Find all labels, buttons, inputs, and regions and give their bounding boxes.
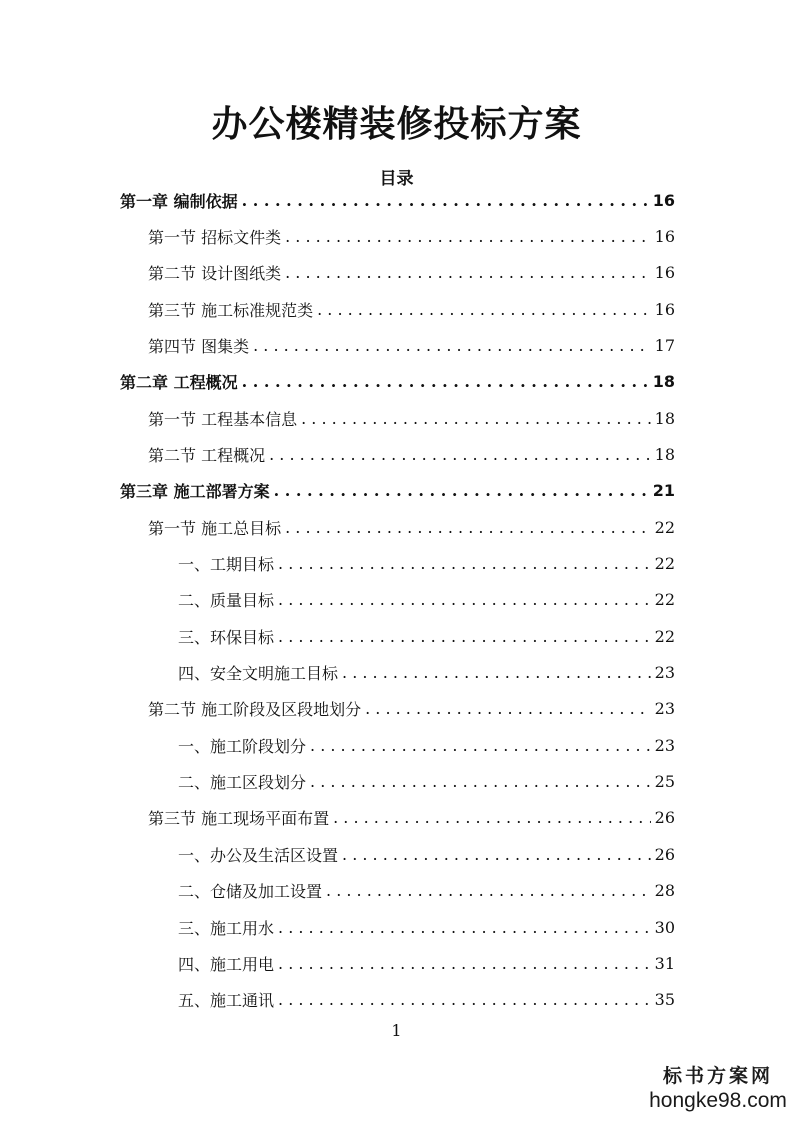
- watermark-url-text: hongke98.com: [649, 1089, 787, 1112]
- toc-entry-label: 第四节 图集类: [148, 336, 250, 356]
- toc-dot-leader: [310, 772, 651, 791]
- toc-entry[interactable]: [178, 909, 675, 945]
- toc-dot-leader: [365, 699, 651, 718]
- toc-entry[interactable]: [148, 436, 675, 472]
- watermark-chinese-text: 标书方案网: [662, 1065, 773, 1087]
- toc-entry-label: 五、施工通讯: [178, 991, 275, 1011]
- toc-entry-page: 28: [654, 881, 675, 901]
- toc-entry[interactable]: [120, 473, 675, 509]
- toc-entry-page: 18: [654, 408, 675, 428]
- toc-entry-label: 第三章 施工部署方案: [120, 482, 270, 502]
- watermark-logo: [648, 1065, 788, 1113]
- toc-dot-leader: [278, 954, 651, 973]
- toc-entry-page: 18: [652, 372, 675, 392]
- toc-entry[interactable]: [178, 836, 675, 872]
- toc-entry-label: 一、办公及生活区设置: [178, 845, 339, 865]
- toc-entry-page: 23: [654, 663, 675, 683]
- toc-entry-label: 三、环保目标: [178, 627, 275, 647]
- toc-entry-page: 18: [654, 444, 675, 464]
- toc-entry-page: 22: [654, 590, 675, 610]
- toc-entry[interactable]: [178, 655, 675, 691]
- toc-entry-page: 35: [654, 990, 675, 1010]
- toc-entry-label: 二、施工区段划分: [178, 773, 307, 793]
- toc-entry-label: 第三节 施工标准规范类: [148, 300, 314, 320]
- toc-entry[interactable]: [148, 509, 675, 545]
- toc-dot-leader: [285, 227, 651, 246]
- toc-entry-label: 二、质量目标: [178, 591, 275, 611]
- toc-entry-page: 16: [654, 263, 675, 283]
- toc-dot-leader: [253, 336, 651, 355]
- toc-entry-label: 第三节 施工现场平面布置: [148, 809, 330, 829]
- toc-entry-page: 21: [652, 481, 675, 501]
- toc-dot-leader: [278, 990, 651, 1009]
- page-number: 1: [391, 1021, 402, 1040]
- toc-entry[interactable]: [120, 182, 675, 218]
- toc-entry-page: 26: [654, 808, 675, 828]
- toc-entry-label: 第二节 施工阶段及区段地划分: [148, 700, 362, 720]
- toc-entry-label: 一、工期目标: [178, 555, 275, 574]
- toc-entry-label: 四、安全文明施工目标: [178, 664, 339, 684]
- toc-entry-label: 二、仓储及加工设置: [178, 882, 323, 902]
- toc-heading: 目录: [379, 169, 414, 189]
- toc-dot-leader: [333, 808, 651, 827]
- toc-dot-leader: [278, 627, 651, 646]
- toc-entry-label: 三、施工用水: [178, 918, 275, 938]
- toc-entry-label: 第二节 工程概况: [148, 445, 266, 465]
- toc-entry[interactable]: [178, 618, 675, 654]
- toc-entry-page: 16: [654, 226, 675, 246]
- toc-entry[interactable]: [178, 982, 675, 1018]
- toc-entry-page: 16: [654, 299, 675, 319]
- toc-entry-page: 30: [654, 917, 675, 937]
- toc-dot-leader: [317, 300, 651, 319]
- toc-entry-page: 17: [654, 335, 675, 355]
- toc-entry[interactable]: [148, 255, 675, 291]
- toc-entry-page: 22: [654, 626, 675, 646]
- toc-entry-page: 16: [652, 190, 675, 210]
- toc-dot-leader: [285, 518, 651, 537]
- toc-entry[interactable]: [120, 364, 675, 400]
- toc-dot-leader: [342, 663, 651, 682]
- toc-entry-label: 第一节 工程基本信息: [148, 409, 298, 429]
- toc-entry-page: 31: [654, 953, 675, 973]
- toc-entry[interactable]: [178, 727, 675, 763]
- toc-entry[interactable]: [148, 800, 675, 836]
- toc-entry-page: 22: [654, 517, 675, 537]
- toc-entry[interactable]: [148, 327, 675, 363]
- document-title: 办公楼精装修投标方案: [211, 104, 582, 145]
- toc-entry[interactable]: [178, 764, 675, 800]
- toc-entry[interactable]: [178, 546, 675, 582]
- toc-dot-leader: [269, 445, 651, 464]
- toc-entry[interactable]: [178, 945, 675, 981]
- toc-dot-leader: [326, 881, 651, 900]
- toc-entry-label: 第一章 编制依据: [120, 191, 238, 211]
- toc-dot-leader: [278, 554, 651, 573]
- toc-dot-leader: [274, 481, 649, 500]
- toc-dot-leader: [342, 845, 651, 864]
- toc-dot-leader: [278, 590, 651, 609]
- toc-entry[interactable]: [148, 691, 675, 727]
- toc-dot-leader: [285, 263, 651, 282]
- toc-entry-page: 26: [654, 844, 675, 864]
- toc-dot-leader: [278, 918, 651, 937]
- toc-entry-page: 22: [654, 554, 675, 573]
- toc-dot-leader: [301, 409, 651, 428]
- toc-entry-label: 第一节 施工总目标: [148, 518, 282, 538]
- toc-entry-page: 23: [654, 699, 675, 719]
- toc-entry-label: 第一节 招标文件类: [148, 227, 282, 247]
- toc-dot-leader: [242, 372, 649, 391]
- toc-entry-label: 第二节 设计图纸类: [148, 264, 282, 284]
- toc-entry[interactable]: [148, 400, 675, 436]
- toc-dot-leader: [242, 191, 649, 210]
- toc-entry-label: 一、施工阶段划分: [178, 736, 307, 756]
- toc-entry-page: 23: [654, 735, 675, 755]
- toc-entry[interactable]: [178, 873, 675, 909]
- toc-entry[interactable]: [148, 218, 675, 254]
- toc-entry-label: 四、施工用电: [178, 954, 275, 974]
- toc-entry-label: 第二章 工程概况: [120, 373, 238, 393]
- toc-entry-page: 25: [654, 772, 675, 792]
- toc-entry[interactable]: [178, 582, 675, 618]
- toc-dot-leader: [310, 736, 651, 755]
- toc-entry[interactable]: [148, 291, 675, 327]
